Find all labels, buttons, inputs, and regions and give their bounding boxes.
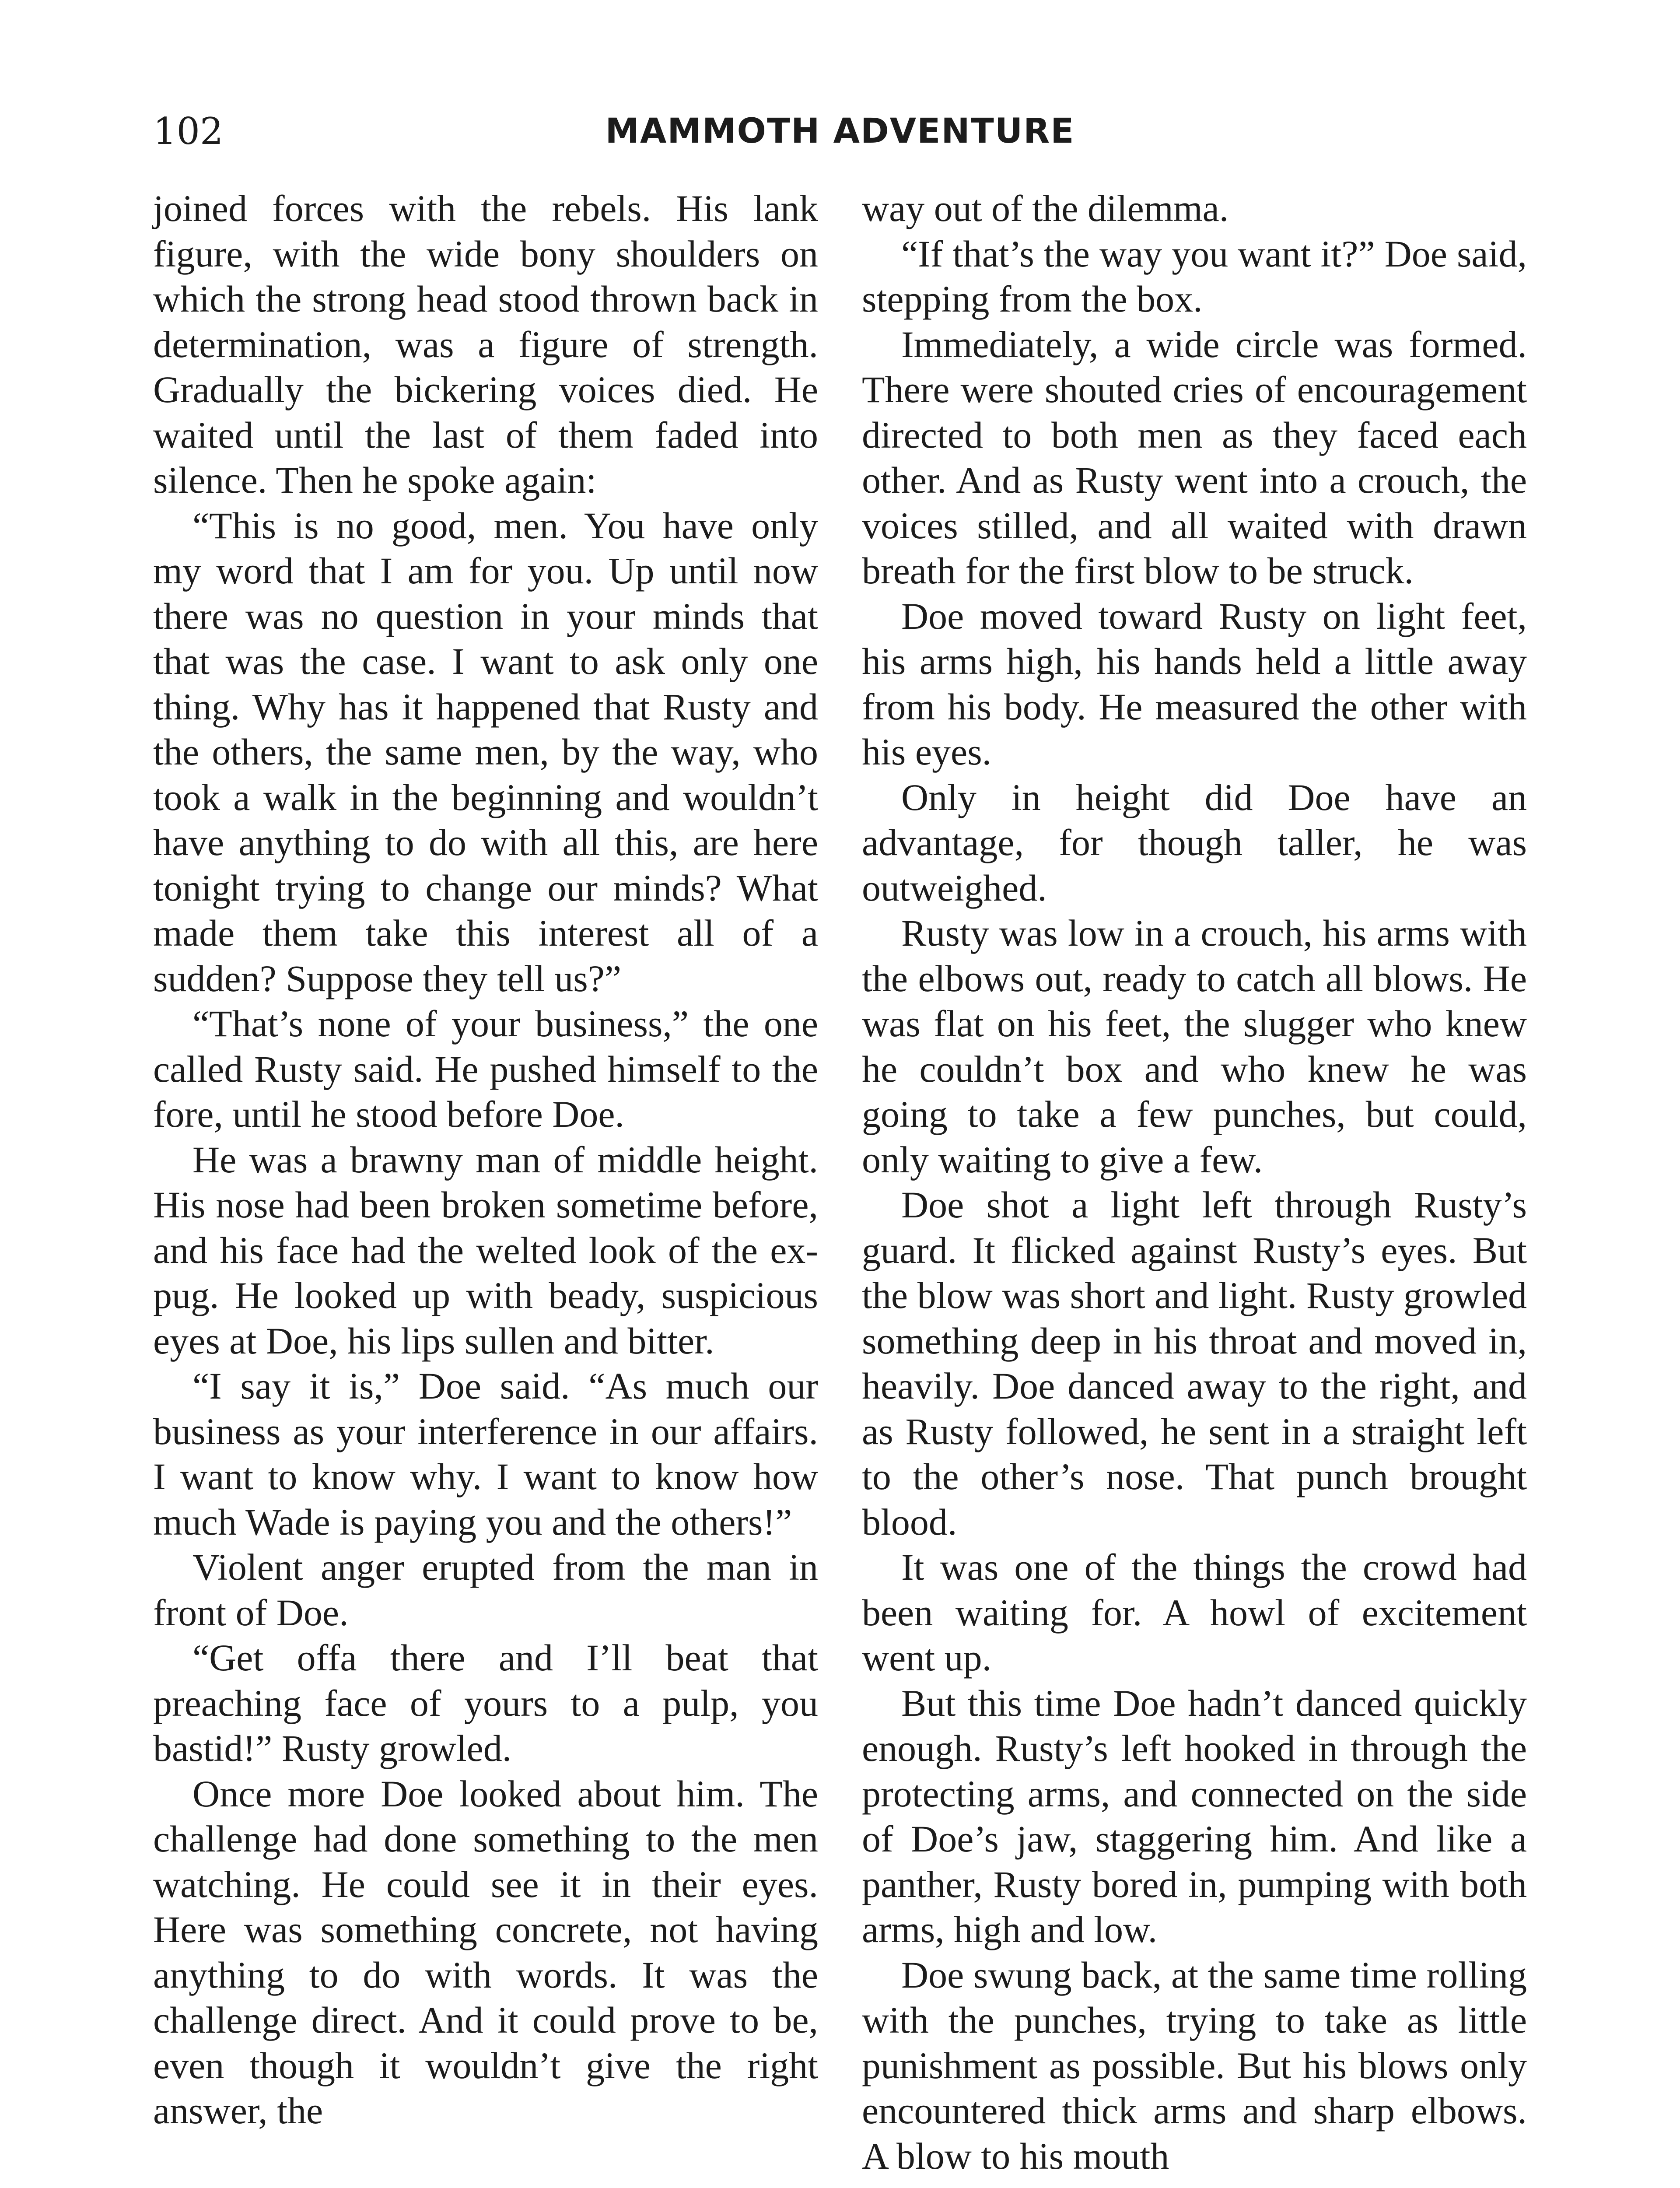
paragraph: “Get offa there and I’ll beat that preaching face of yours to a pulp, you bastid!” Rusty growled.	[153, 1637, 818, 1769]
paragraph: way out of the dilemma.	[862, 187, 1229, 229]
paragraph: Doe moved toward Rusty on light feet, his arms high, his hands held a little away from his body. He measured the other with his eyes.	[862, 595, 1527, 773]
paragraph: “If that’s the way you want it?” Doe said, stepping from the box.	[862, 232, 1527, 320]
paragraph: Only in height did Doe have an advantage, for though taller, he was outweighed.	[862, 776, 1527, 909]
paragraph: “That’s none of your business,” the one called Rusty said. He pushed himself to the fore, until he stood before Doe.	[153, 1003, 818, 1135]
paragraph: It was one of the things the crowd had been waiting for. A howl of excitement went up.	[862, 1546, 1527, 1679]
page-number: 102	[153, 110, 224, 153]
left-column	[153, 186, 818, 2134]
paragraph: Doe shot a light left through Rusty’s guard. It flicked against Rusty’s eyes. But the blow was short and light. Rusty growled something deep in his throat and moved in, heavily. Doe danced away to the right, and as Rusty followed, he sent in a straight left to the other’s nose. That punch brought blood.	[862, 1184, 1527, 1543]
right-column	[862, 186, 1527, 2179]
paragraph: He was a brawny man of middle height. His nose had been broken sometime before, and his face had the welted look of the ex-pug. He looked up with beady, suspicious eyes at Doe, his lips sullen and bitter.	[153, 1138, 818, 1362]
paragraph: Immediately, a wide circle was formed. There were shouted cries of encouragement directed to both men as they faced each other. And as Rusty went into a crouch, the voices stilled, and all waited with drawn breath for the first blow to be struck.	[862, 323, 1527, 592]
paragraph: “This is no good, men. You have only my word that I am for you. Up until now there was no question in your minds that that was the case. I want to ask only one thing. Why has it happened that Rusty and the others, the same men, by the way, who took a walk in the beginning and wouldn’t have anything to do with all this, are here tonight trying to change our minds? What made them take this interest all of a sudden? Suppose they tell us?”	[153, 504, 818, 999]
paragraph: Doe swung back, at the same time rolling with the punches, trying to take as little punishment as possible. But his blows only encountered thick arms and sharp elbows. A blow to his mouth	[862, 1953, 1527, 2177]
paragraph: “I say it is,” Doe said. “As much our business as your interference in our affairs. I want to know why. I want to know how much Wade is paying you and the others!”	[153, 1365, 818, 1543]
page-header	[153, 98, 1527, 164]
paragraph: Once more Doe looked about him. The challenge had done something to the men watching. He could see it in their eyes. Here was something concrete, not having anything to do with words. It was the challenge direct. And it could prove to be, even though it wouldn’t give the right answer, the	[153, 1772, 818, 2132]
paragraph: But this time Doe hadn’t danced quickly enough. Rusty’s left hooked in through the protecting arms, and connected on the side of Doe’s jaw, staggering him. And like a panther, Rusty bored in, pumping with both arms, high and low.	[862, 1682, 1527, 1950]
paragraph: joined forces with the rebels. His lank figure, with the wide bony shoulders on which the strong head stood thrown back in determination, was a figure of strength. Gradually the bickering voices died. He waited until the last of them faded into silence. Then he spoke again:	[153, 187, 818, 501]
paragraph: Rusty was low in a crouch, his arms with the elbows out, ready to catch all blows. He was flat on his feet, the slugger who knew he couldn’t box and who knew he was going to take a few punches, but could, only waiting to give a few.	[862, 912, 1527, 1181]
running-head: MAMMOTH ADVENTURE	[605, 112, 1075, 151]
paragraph: Violent anger erupted from the man in front of Doe.	[153, 1546, 818, 1634]
